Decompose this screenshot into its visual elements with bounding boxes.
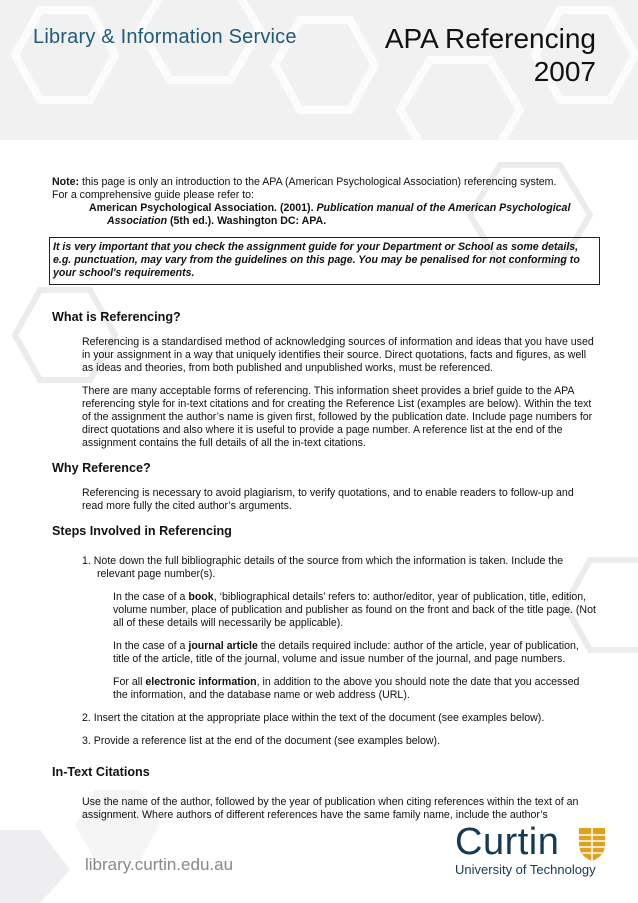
step-3: 3. Provide a reference list at the end of the document (see examples below). — [82, 735, 441, 747]
document-title-line1: APA Referencing — [384, 23, 596, 54]
elec-bold: electronic information — [145, 676, 257, 688]
document-title — [385, 22, 596, 88]
heading-in-text-citations: In-Text Citations — [52, 765, 150, 779]
journal-pre: In the case of a — [113, 640, 189, 652]
crest-icon — [577, 826, 607, 862]
warning-box — [49, 237, 600, 285]
logo-wordmark: Curtin — [455, 821, 560, 863]
note-line-2: For a comprehensive guide please refer to: — [52, 189, 254, 201]
step-2: 2. Insert the citation at the appropriate place within the text of the document (see examples below). — [82, 712, 545, 724]
step-journal-detail — [113, 640, 596, 666]
why-paragraph: Referencing is necessary to avoid plagiarism, to verify quotations, and to enable readers to follow-up and read more fully the cited author’s arguments. — [82, 487, 574, 512]
reference-title-cont: Association — [107, 215, 168, 227]
book-bold: book — [188, 591, 214, 603]
what-paragraph-1: Referencing is a standardised method of acknowledging sources of information and ideas that you have used in your assignment in a way that uniquely identifies their source. Direct quotations, facts and figures, as well as ideas and theories, from both published and unpublished works, must be referenced. — [82, 336, 594, 374]
journal-post: the details required include: author of the article, year of publication, title of the article, title of the journal, volume and issue number of the journal, and page numbers. — [113, 640, 579, 665]
reference-author: American Psychological Association. (2001). — [89, 202, 317, 214]
elec-post: , in addition to the above you should note the date that you accessed the information, and the database name or web address (URL). — [113, 676, 580, 701]
reference-title: Publication manual of the American Psychological — [316, 202, 571, 214]
note-reference-line2 — [107, 215, 598, 228]
step-book-detail — [113, 591, 596, 630]
step-1 — [82, 555, 594, 581]
warning-text: It is very important that you check the assignment guide for your Department or School as some details, e.g. punctuation, may vary from the guidelines on this page. You may be penalised for not conforming to your school's requirements. — [53, 241, 580, 279]
elec-pre: For all — [113, 676, 146, 688]
heading-why-reference: Why Reference? — [52, 461, 151, 475]
what-paragraph-2: There are many acceptable forms of referencing. This information sheet provides a brief guide to the APA referencing style for in-text citations and for creating the Reference List (examples are below). Within the text of the assignment the author’s name is given first, followed by the publication date. Include page numbers for direct quotations and also where it is useful to provide a page number. A reference list at the end of the assignment contains the full details of all the in-text citations. — [82, 385, 593, 449]
note-label: Note: — [52, 176, 80, 188]
reference-edition: (5th ed.). Washington DC: APA. — [167, 215, 327, 227]
logo-subtitle: University of Technology — [455, 862, 596, 877]
journal-bold: journal article — [188, 640, 258, 652]
note-text: this page is only an introduction to the APA (American Psychological Association) referencing system. — [79, 176, 557, 188]
heading-what-is-referencing: What is Referencing? — [52, 310, 181, 324]
step-1-line2: relevant page number(s). — [97, 568, 216, 580]
book-post: , ‘bibliographical details’ refers to: author/editor, year of publication, title, edition, volume number, place of publication and publisher as found on the front and back of the title page. (Not all of these details will necessarily be applicable). — [113, 591, 596, 629]
book-pre: In the case of a — [113, 591, 189, 603]
document-body — [52, 176, 598, 822]
note-line — [52, 176, 598, 189]
document-title-year: 2007 — [533, 56, 596, 87]
in-text-paragraph: Use the name of the author, followed by the year of publication when citing references within the text of an assignment. Where authors of different references have the same family name, include the author’s — [82, 796, 579, 821]
curtin-logo — [455, 822, 615, 882]
note-reference-line1 — [89, 202, 598, 215]
heading-steps: Steps Involved in Referencing — [52, 524, 232, 538]
step-1-line1: 1. Note down the full bibliographic details of the source from which the information is taken. Include the — [82, 555, 564, 567]
step-electronic-detail — [113, 676, 596, 702]
library-service-title: Library & Information Service — [33, 26, 297, 48]
footer-url: library.curtin.edu.au — [85, 855, 234, 874]
